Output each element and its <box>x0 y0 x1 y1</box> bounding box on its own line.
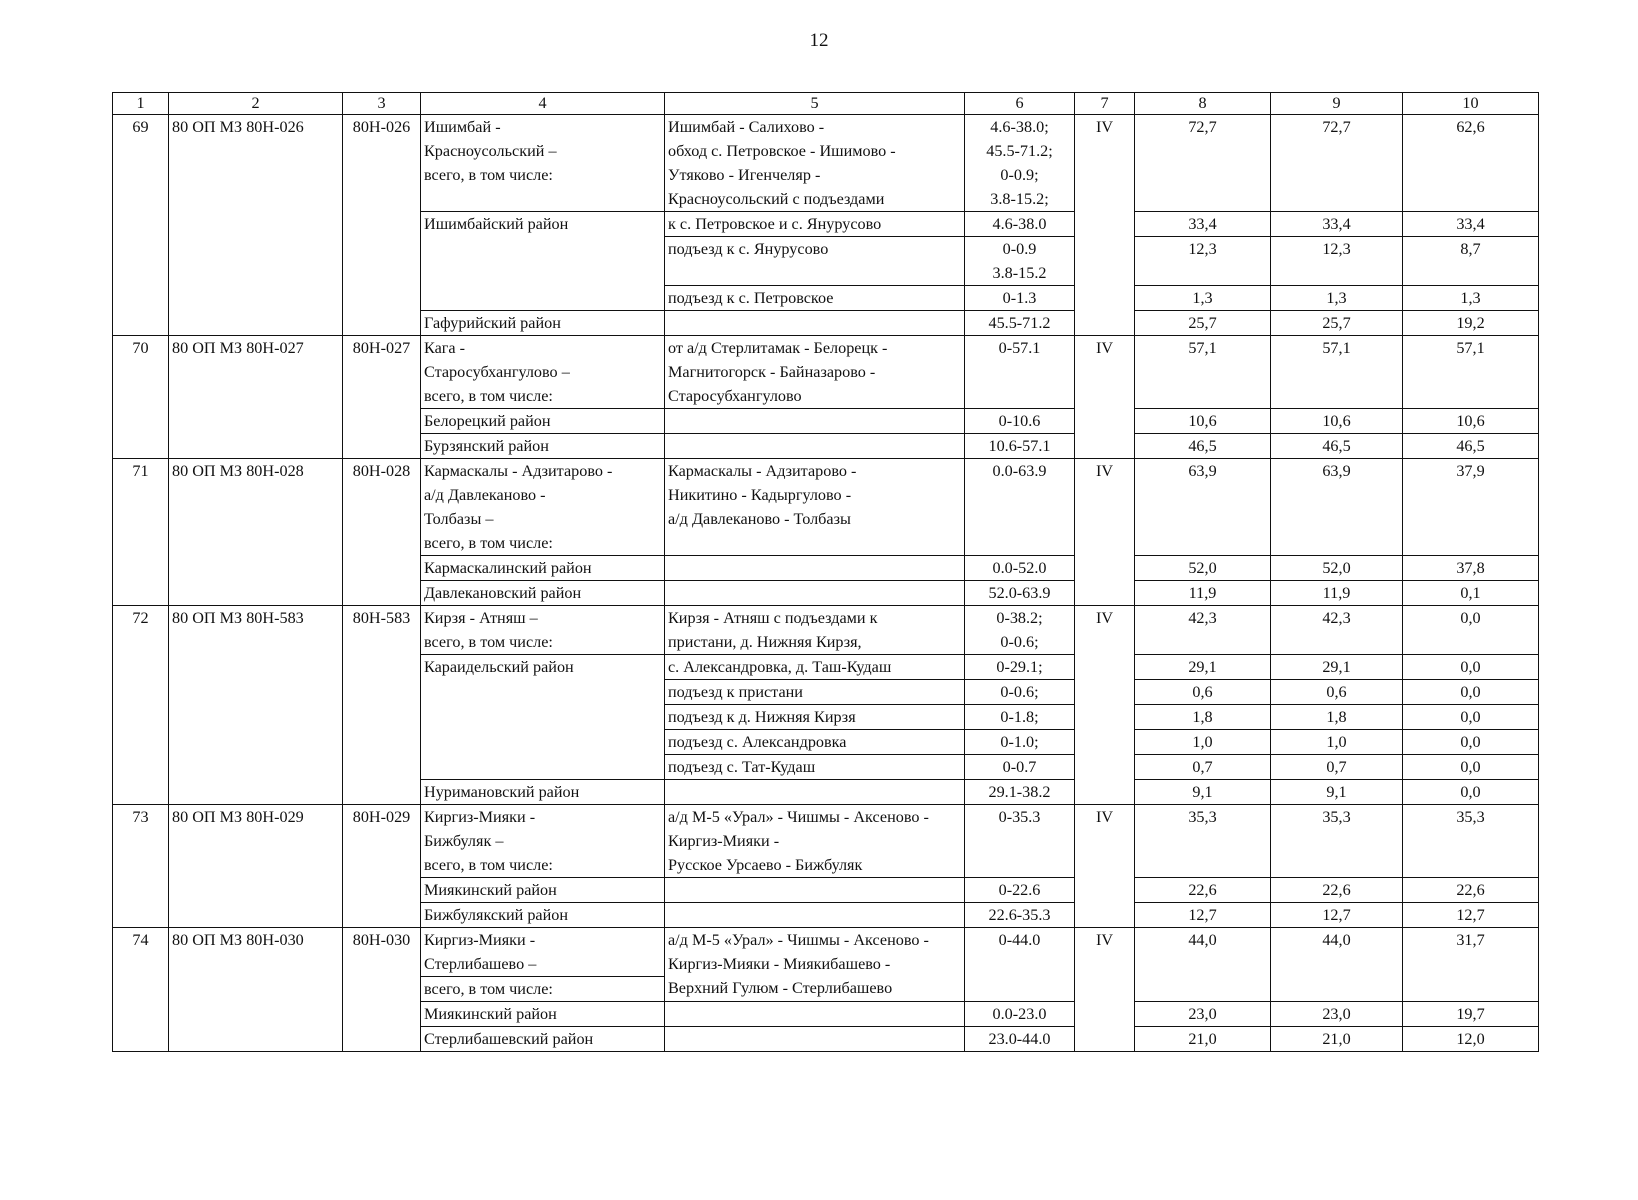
row-number: 72 <box>113 606 169 805</box>
value-col-8: 44,0 <box>1135 928 1271 1002</box>
route-description <box>665 434 965 459</box>
table-row <box>113 459 1539 556</box>
header-cell: 10 <box>1403 93 1539 115</box>
value-col-10: 0,0 <box>1403 655 1539 680</box>
road-name: Ишимбайский район <box>421 212 665 311</box>
road-id: 80 ОП МЗ 80Н-030 <box>169 928 343 1052</box>
km-range: 0-35.3 <box>965 805 1075 878</box>
value-col-8: 0,7 <box>1135 755 1271 780</box>
value-col-8: 22,6 <box>1135 878 1271 903</box>
row-number: 70 <box>113 336 169 459</box>
header-cell: 7 <box>1075 93 1135 115</box>
header-cell: 2 <box>169 93 343 115</box>
value-col-10: 0,0 <box>1403 680 1539 705</box>
value-col-8: 52,0 <box>1135 556 1271 581</box>
km-range: 0-44.0 <box>965 928 1075 1002</box>
route-description: подъезд с. Тат-Кудаш <box>665 755 965 780</box>
km-range: 0-38.2; 0-0.6; <box>965 606 1075 655</box>
road-name: Гафурийский район <box>421 311 665 336</box>
header-cell: 6 <box>965 93 1075 115</box>
road-category: IV <box>1075 459 1135 606</box>
route-description: а/д М-5 «Урал» - Чишмы - Аксеново - Киргиз-Мияки - Русское Урсаево - Бижбуляк <box>665 805 965 878</box>
route-description: Кармаскалы - Адзитарово - Никитино - Кадыргулово - а/д Давлеканово - Толбазы <box>665 459 965 556</box>
road-name: всего, в том числе: <box>421 977 665 1002</box>
road-short-id: 80Н-029 <box>343 805 421 928</box>
km-range: 0-22.6 <box>965 878 1075 903</box>
value-col-8: 0,6 <box>1135 680 1271 705</box>
km-range: 0-1.3 <box>965 286 1075 311</box>
value-col-10: 62,6 <box>1403 115 1539 212</box>
value-col-10: 0,1 <box>1403 581 1539 606</box>
route-description: подъезд к с. Янурусово <box>665 237 965 286</box>
table-body <box>113 115 1539 1052</box>
value-col-8: 11,9 <box>1135 581 1271 606</box>
road-category: IV <box>1075 805 1135 928</box>
road-id: 80 ОП МЗ 80Н-028 <box>169 459 343 606</box>
value-col-8: 10,6 <box>1135 409 1271 434</box>
value-col-9: 46,5 <box>1271 434 1403 459</box>
value-col-10: 33,4 <box>1403 212 1539 237</box>
value-col-9: 12,7 <box>1271 903 1403 928</box>
route-description <box>665 556 965 581</box>
km-range: 0-10.6 <box>965 409 1075 434</box>
road-name: Киргиз-Мияки - Стерлибашево – <box>421 928 665 977</box>
road-name: Миякинский район <box>421 878 665 903</box>
road-category: IV <box>1075 115 1135 336</box>
value-col-9: 44,0 <box>1271 928 1403 1002</box>
value-col-10: 35,3 <box>1403 805 1539 878</box>
route-description: Ишимбай - Салихово - обход с. Петровское - Ишимово - Утяково - Игенчеляр - Красноусольский с подъездами <box>665 115 965 212</box>
table-row <box>113 606 1539 655</box>
value-col-10: 57,1 <box>1403 336 1539 409</box>
value-col-9: 21,0 <box>1271 1027 1403 1052</box>
header-cell: 1 <box>113 93 169 115</box>
value-col-9: 29,1 <box>1271 655 1403 680</box>
km-range: 52.0-63.9 <box>965 581 1075 606</box>
value-col-9: 12,3 <box>1271 237 1403 286</box>
value-col-10: 12,7 <box>1403 903 1539 928</box>
road-short-id: 80Н-026 <box>343 115 421 336</box>
road-name: Кармаскалы - Адзитарово - а/д Давлеканово - Толбазы – всего, в том числе: <box>421 459 665 556</box>
value-col-9: 33,4 <box>1271 212 1403 237</box>
header-cell: 8 <box>1135 93 1271 115</box>
road-category: IV <box>1075 928 1135 1052</box>
value-col-9: 1,3 <box>1271 286 1403 311</box>
route-description <box>665 581 965 606</box>
value-col-8: 72,7 <box>1135 115 1271 212</box>
road-name: Стерлибашевский район <box>421 1027 665 1052</box>
km-range: 4.6-38.0 <box>965 212 1075 237</box>
km-range: 0-1.0; <box>965 730 1075 755</box>
value-col-9: 0,7 <box>1271 755 1403 780</box>
value-col-8: 46,5 <box>1135 434 1271 459</box>
row-number: 74 <box>113 928 169 1052</box>
road-category: IV <box>1075 606 1135 805</box>
road-id: 80 ОП МЗ 80Н-026 <box>169 115 343 336</box>
km-range: 45.5-71.2 <box>965 311 1075 336</box>
value-col-10: 19,2 <box>1403 311 1539 336</box>
road-short-id: 80Н-027 <box>343 336 421 459</box>
value-col-9: 25,7 <box>1271 311 1403 336</box>
road-category: IV <box>1075 336 1135 459</box>
row-number: 73 <box>113 805 169 928</box>
header-row <box>113 93 1539 115</box>
km-range: 0-0.7 <box>965 755 1075 780</box>
route-description <box>665 903 965 928</box>
km-range: 23.0-44.0 <box>965 1027 1075 1052</box>
header-cell: 5 <box>665 93 965 115</box>
value-col-10: 0,0 <box>1403 606 1539 655</box>
road-name: Кага - Старосубхангулово – всего, в том числе: <box>421 336 665 409</box>
value-col-8: 1,3 <box>1135 286 1271 311</box>
road-name: Кирзя - Атняш – всего, в том числе: <box>421 606 665 655</box>
road-name: Нуримановский район <box>421 780 665 805</box>
value-col-8: 12,3 <box>1135 237 1271 286</box>
value-col-8: 29,1 <box>1135 655 1271 680</box>
value-col-9: 1,0 <box>1271 730 1403 755</box>
route-description <box>665 1027 965 1052</box>
header-cell: 3 <box>343 93 421 115</box>
value-col-9: 9,1 <box>1271 780 1403 805</box>
route-description: с. Александровка, д. Таш-Кудаш <box>665 655 965 680</box>
value-col-9: 0,6 <box>1271 680 1403 705</box>
value-col-9: 63,9 <box>1271 459 1403 556</box>
value-col-10: 10,6 <box>1403 409 1539 434</box>
value-col-10: 22,6 <box>1403 878 1539 903</box>
km-range: 0-57.1 <box>965 336 1075 409</box>
value-col-9: 22,6 <box>1271 878 1403 903</box>
road-name: Белорецкий район <box>421 409 665 434</box>
table-row <box>113 928 1539 977</box>
value-col-9: 11,9 <box>1271 581 1403 606</box>
value-col-9: 23,0 <box>1271 1002 1403 1027</box>
value-col-9: 42,3 <box>1271 606 1403 655</box>
row-number: 69 <box>113 115 169 336</box>
route-description: подъезд к с. Петровское <box>665 286 965 311</box>
value-col-8: 57,1 <box>1135 336 1271 409</box>
route-description: от а/д Стерлитамак - Белорецк - Магнитогорск - Байназарово - Старосубхангулово <box>665 336 965 409</box>
route-description: Кирзя - Атняш с подъездами к пристани, д. Нижняя Кирзя, <box>665 606 965 655</box>
km-range: 10.6-57.1 <box>965 434 1075 459</box>
route-description <box>665 780 965 805</box>
roads-table <box>112 92 1539 1052</box>
value-col-8: 1,0 <box>1135 730 1271 755</box>
value-col-8: 21,0 <box>1135 1027 1271 1052</box>
km-range: 0.0-23.0 <box>965 1002 1075 1027</box>
road-name: Киргиз-Мияки - Бижбуляк – всего, в том числе: <box>421 805 665 878</box>
value-col-9: 57,1 <box>1271 336 1403 409</box>
value-col-8: 33,4 <box>1135 212 1271 237</box>
route-description: подъезд к д. Нижняя Кирзя <box>665 705 965 730</box>
value-col-10: 0,0 <box>1403 705 1539 730</box>
value-col-9: 72,7 <box>1271 115 1403 212</box>
road-short-id: 80Н-030 <box>343 928 421 1052</box>
table-row <box>113 805 1539 878</box>
road-name: Миякинский район <box>421 1002 665 1027</box>
value-col-8: 35,3 <box>1135 805 1271 878</box>
route-description: а/д М-5 «Урал» - Чишмы - Аксеново - Киргиз-Мияки - Миякибашево - Верхний Гулюм - Стерлибашево <box>665 928 965 1002</box>
km-range: 0-0.6; <box>965 680 1075 705</box>
table-row <box>113 115 1539 212</box>
value-col-10: 1,3 <box>1403 286 1539 311</box>
road-id: 80 ОП МЗ 80Н-027 <box>169 336 343 459</box>
value-col-10: 37,9 <box>1403 459 1539 556</box>
road-id: 80 ОП МЗ 80Н-029 <box>169 805 343 928</box>
road-id: 80 ОП МЗ 80Н-583 <box>169 606 343 805</box>
route-description <box>665 1002 965 1027</box>
header-cell: 9 <box>1271 93 1403 115</box>
value-col-8: 42,3 <box>1135 606 1271 655</box>
km-range: 0-0.9 3.8-15.2 <box>965 237 1075 286</box>
route-description: подъезд с. Александровка <box>665 730 965 755</box>
value-col-10: 12,0 <box>1403 1027 1539 1052</box>
road-name: Ишимбай - Красноусольский – всего, в том числе: <box>421 115 665 212</box>
value-col-10: 0,0 <box>1403 780 1539 805</box>
road-short-id: 80Н-583 <box>343 606 421 805</box>
road-name: Бижбулякский район <box>421 903 665 928</box>
route-description: к с. Петровское и с. Янурусово <box>665 212 965 237</box>
value-col-8: 63,9 <box>1135 459 1271 556</box>
value-col-9: 35,3 <box>1271 805 1403 878</box>
value-col-8: 1,8 <box>1135 705 1271 730</box>
value-col-9: 10,6 <box>1271 409 1403 434</box>
km-range: 0-1.8; <box>965 705 1075 730</box>
header-cell: 4 <box>421 93 665 115</box>
value-col-8: 9,1 <box>1135 780 1271 805</box>
road-name: Давлекановский район <box>421 581 665 606</box>
km-range: 0-29.1; <box>965 655 1075 680</box>
value-col-9: 52,0 <box>1271 556 1403 581</box>
value-col-10: 8,7 <box>1403 237 1539 286</box>
value-col-10: 37,8 <box>1403 556 1539 581</box>
value-col-10: 0,0 <box>1403 755 1539 780</box>
value-col-8: 23,0 <box>1135 1002 1271 1027</box>
route-description <box>665 409 965 434</box>
route-description <box>665 878 965 903</box>
km-range: 22.6-35.3 <box>965 903 1075 928</box>
value-col-9: 1,8 <box>1271 705 1403 730</box>
row-number: 71 <box>113 459 169 606</box>
km-range: 0.0-52.0 <box>965 556 1075 581</box>
route-description: подъезд к пристани <box>665 680 965 705</box>
value-col-8: 12,7 <box>1135 903 1271 928</box>
value-col-8: 25,7 <box>1135 311 1271 336</box>
table-row <box>113 336 1539 409</box>
value-col-10: 46,5 <box>1403 434 1539 459</box>
road-name: Кармаскалинский район <box>421 556 665 581</box>
value-col-10: 19,7 <box>1403 1002 1539 1027</box>
km-range: 4.6-38.0; 45.5-71.2; 0-0.9; 3.8-15.2; <box>965 115 1075 212</box>
km-range: 29.1-38.2 <box>965 780 1075 805</box>
km-range: 0.0-63.9 <box>965 459 1075 556</box>
road-name: Бурзянский район <box>421 434 665 459</box>
value-col-10: 31,7 <box>1403 928 1539 1002</box>
page-number: 12 <box>809 30 829 51</box>
road-short-id: 80Н-028 <box>343 459 421 606</box>
value-col-10: 0,0 <box>1403 730 1539 755</box>
road-name: Караидельский район <box>421 655 665 780</box>
route-description <box>665 311 965 336</box>
